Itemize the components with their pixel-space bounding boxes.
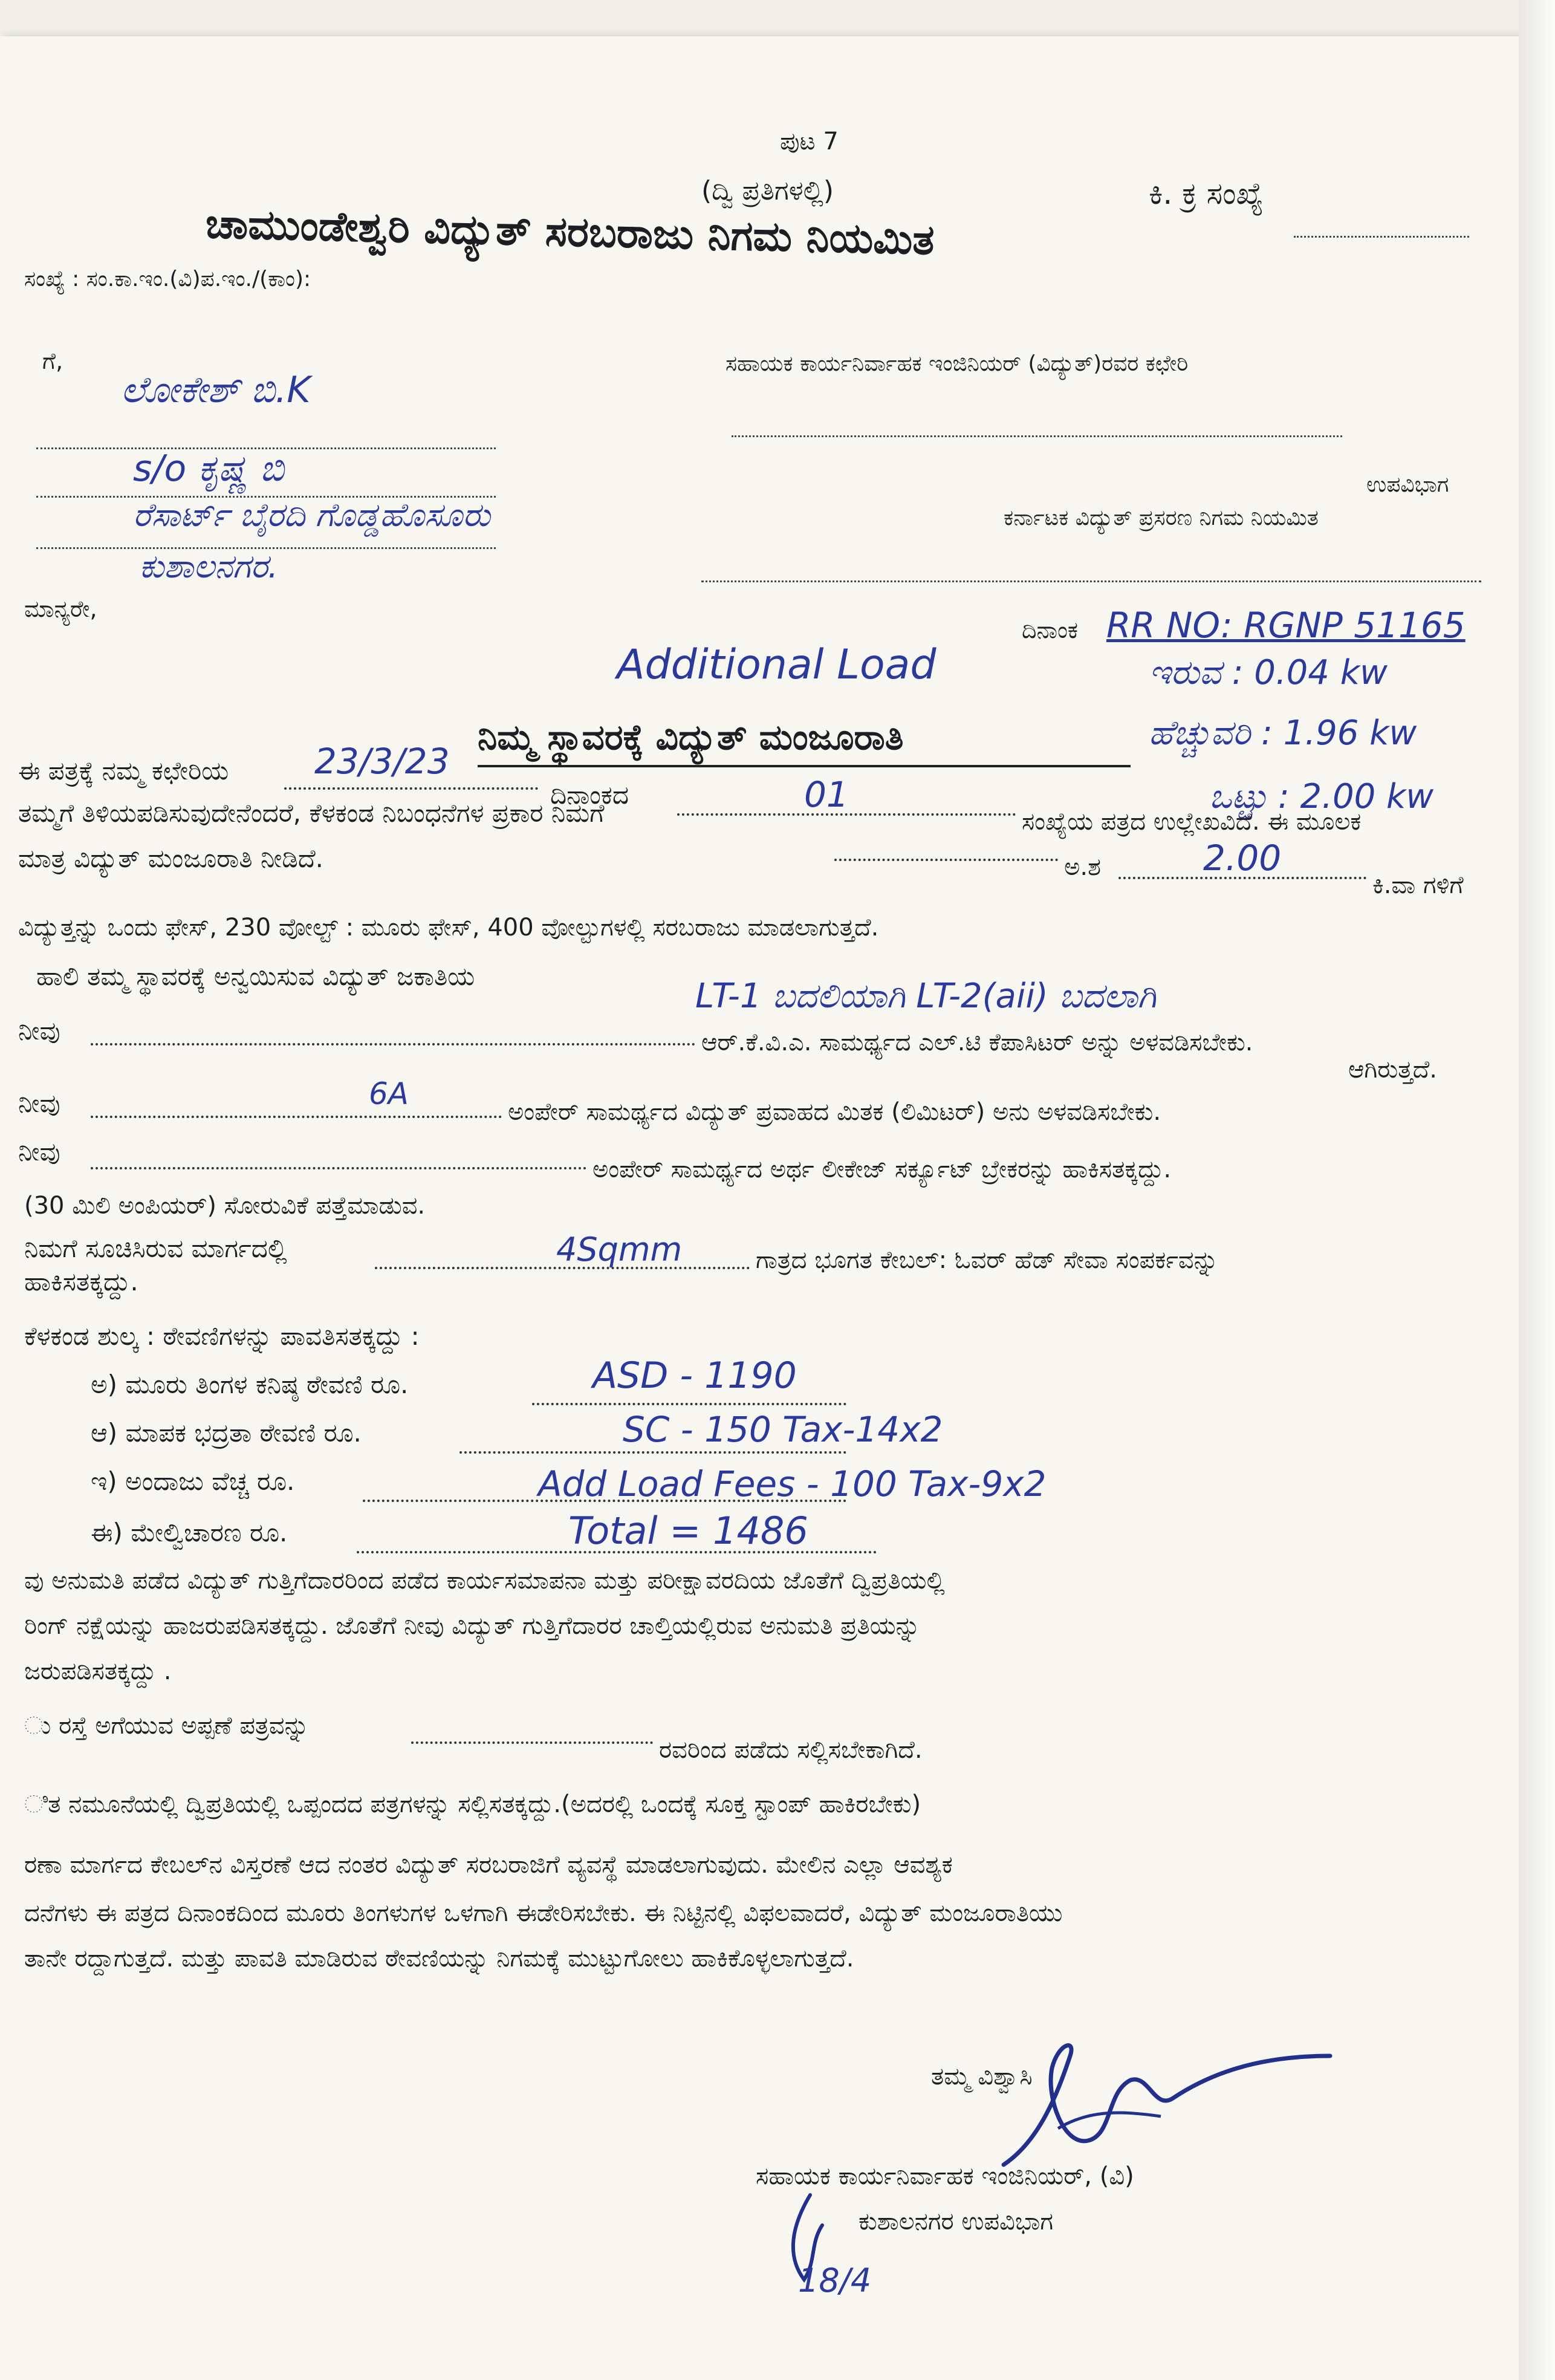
rr-number: RR NO: RGNP 51165 [1106,605,1466,646]
para15: ಜರುಪಡಿಸತಕ್ಕದ್ದು . [24,1657,172,1685]
para8-b: ಅಂಪೇರ್ ಸಾಮರ್ಥ್ಯದ ಅರ್ಥ ಲೀಕೇಜ್ ಸರ್ಕ್ಯೂಟ್ ಬ್ರೇಕರನ್ನು ಹಾಕಿಸತಕ್ಕದ್ದು. [592,1156,1172,1183]
para9: (30 ಮಿಲಿ ಅಂಪಿಯರ್) ಸೋರುವಿಕೆ ಪತ್ತೆಮಾಡುವ. [24,1192,426,1220]
para11: ಹಾಕಿಸತಕ್ಕದ್ದು. [24,1267,138,1296]
blank-fee-b [459,1451,846,1454]
page-label: ಪುಟ 7 [780,128,839,155]
subject-note: Additional Load [617,641,937,689]
para19: ದನೆಗಳು ಈ ಪತ್ರದ ದಿನಾಂಕದಿಂದ ಮೂರು ತಿಂಗಳುಗಳ ಒಳಗಾಗಿ ಈಡೇರಿಸಬೇಕು. ಈ ನಿಟ್ಟಿನಲ್ಲಿ ವಿಫಲವಾದರೆ, ವಿದ್ಯುತ್ ಮಂಜೂರಾತಿಯು [24,1899,1063,1927]
closing: ತಮ್ಮ ವಿಶ್ವಾಸಿ [931,2063,1033,2090]
para1-a: ಈ ಪತ್ರಕ್ಕೆ ನಮ್ಮ ಕಛೇರಿಯ [18,756,229,785]
para5: ಹಾಲಿ ತಮ್ಮ ಸ್ಥಾವರಕ್ಕೆ ಅನ್ವಯಿಸುವ ವಿದ್ಯುತ್ ಜಕಾತಿಯ [36,961,475,991]
fee-add-load: Add Load Fees - 100 Tax-9x2 [538,1463,1047,1504]
serial-label: ಕಿ. ಕ್ರ ಸಂಖ್ಯೆ [1149,176,1264,211]
para16-b: ರವರಿಂದ ಪಡೆದು ಸಲ್ಲಿಸಬೇಕಾಗಿದೆ. [659,1736,923,1764]
blank-capacitor [91,1043,695,1045]
fee-sc: SC - 150 Tax-14x2 [623,1409,943,1450]
company-title: ಚಾಮುಂಡೇಶ್ವರಿ ವಿದ್ಯುತ್ ಸರಬರಾಜು ನಿಗಮ ನಿಯಮಿತ [205,200,935,265]
addressee-name: ಲೋಕೇಶ್ ಬಿ.K [121,369,311,411]
copies-note: (ದ್ವಿ ಪ್ರತಿಗಳಲ್ಲಿ) [701,175,834,206]
total-load: ಒಟ್ಟು : 2.00 kw [1209,777,1434,816]
added-load: ಹೆಚ್ಚುವರಿ : 1.96 kw [1149,714,1417,753]
office-line-1: ಸಹಾಯಕ ಕಾರ್ಯನಿರ್ವಾಹಕ ಇಂಜಿನಿಯರ್ (ವಿದ್ಯುತ್)ರವರ ಕಛೇರಿ [726,351,1189,376]
cable-size: 4Sqmm [556,1231,683,1269]
designation: ಸಹಾಯಕ ಕಾರ್ಯನಿರ್ವಾಹಕ ಇಂಜಿನಿಯರ್, (ವಿ) [756,2162,1134,2190]
office-line-rule [732,435,1342,437]
para3: ಮಾತ್ರ ವಿದ್ಯುತ್ ಮಂಜೂರಾತಿ ನೀಡಿದೆ. [18,844,324,873]
addressee-town: ಕುಶಾಲನಗರ. [139,547,279,585]
blank-letter-date [284,787,538,790]
blank-cable [375,1267,750,1269]
page-edge [1519,0,1555,2380]
para17: ಿತ ನಮೂನೆಯಲ್ಲಿ ದ್ವಿಪ್ರತಿಯಲ್ಲಿ ಒಪ್ಪಂದದ ಪತ್ರಗಳನ್ನು ಸಲ್ಲಿಸತಕ್ಕದ್ದು.(ಅದರಲ್ಲಿ ಒಂದಕ್ಕೆ ಸೂಕ್ತ ಸ್ಟಾಂಪ್ ಹಾಕಿರಬೇಕು) [24,1790,921,1818]
to-label: ಗೆ, [42,348,63,374]
para14: ರಿಂಗ್ ನಕ್ಷೆಯನ್ನು ಹಾಜರುಪಡಿಸತಕ್ಕದ್ದು. ಜೊತೆಗೆ ನೀವು ವಿದ್ಯುತ್ ಗುತ್ತಿಗೆದಾರರ ಚಾಲ್ತಿಯಲ್ಲಿರುವ ಅನುಮತಿ ಪ್ರತಿಯನ್ನು [24,1612,920,1640]
blank-fee-a [532,1403,846,1405]
subdivision: ಕುಶಾಲನಗರ ಉಪವಿಭಾಗ [859,2208,1053,2235]
subject-title: ನಿಮ್ಮ ಸ್ಥಾವರಕ್ಕೆ ವಿದ್ಯುತ್ ಮಂಜೂರಾತಿ [478,717,904,758]
blank-permit [411,1741,653,1744]
para7-b: ಅಂಪೇರ್ ಸಾಮರ್ಥ್ಯದ ವಿದ್ಯುತ್ ಪ್ರವಾಹದ ಮಿತಕ (ಲಿಮಿಟರ್) ಅನು ಅಳವಡಿಸಬೇಕು. [508,1098,1161,1126]
blank-letter-number [677,813,1016,816]
blank-limiter [91,1116,502,1118]
office-line-3: ಕರ್ನಾಟಕ ವಿದ್ಯುತ್ ಪ್ರಸರಣ ನಿಗಮ ನಿಯಮಿತ [1004,506,1319,530]
para8-a: ನೀವು [18,1137,60,1166]
para6-end: ಆಗಿರುತ್ತದೆ. [1348,1056,1437,1084]
para13: ವು ಅನುಮತಿ ಪಡೆದ ವಿದ್ಯುತ್ ಗುತ್ತಿಗೆದಾರರಿಂದ ಪಡೆದ ಕಾರ್ಯಸಮಾಪನಾ ಮತ್ತು ಪರೀಕ್ಷಾವರದಿಯ ಜೊತೆಗೆ ದ್ವಿಪ್ರತಿಯಲ್ಲಿ [24,1567,945,1595]
serial-line [1294,236,1469,238]
para10-b: ಗಾತ್ರದ ಭೂಗತ ಕೇಬಲ್: ಓವರ್ ಹೆಡ್ ಸೇವಾ ಸಂಪರ್ಕವನ್ನು [756,1246,1218,1274]
fee-a-label: ಅ) ಮೂರು ತಿಂಗಳ ಕನಿಷ್ಠ ಠೇವಣಿ ರೂ. [91,1370,409,1399]
para2-a: ತಮ್ಮಗೆ ತಿಳಿಯಪಡಿಸುವುದೇನೆಂದರೆ, ಕೆಳಕಂಡ ನಿಬಂಧನೆಗಳ ಪ್ರಕಾರ ನಿಮಗೆ [18,798,605,828]
addressee-village: ರೆಸಾರ್ಟ್ ಬೈರದಿ ಗೊಡ್ಡಹೊಸೂರು [133,496,490,534]
office-line-rule-2 [701,580,1481,582]
para16-a: ು ರಸ್ತೆ ಅಗೆಯುವ ಅಪ್ಪಣೆ ಪತ್ರವನ್ನು [24,1712,309,1740]
addressee-father: s/o ಕೃಷ್ಣ ಬಿ [133,447,284,490]
existing-load: ಇರುವ : 0.04 kw [1149,653,1388,692]
fee-d-label: ಈ) ಮೇಲ್ವಿಚಾರಣ ರೂ. [91,1518,288,1547]
fee-c-label: ಇ) ಅಂದಾಜು ವೆಚ್ಚ ರೂ. [91,1466,295,1496]
para10-a: ನಿಮಗೆ ಸೂಚಿಸಿರುವ ಮಾರ್ಗದಲ್ಲಿ [24,1234,287,1263]
salutation: ಮಾನ್ಯರೇ, [24,596,97,622]
fee-total: Total = 1486 [568,1509,808,1553]
para1-c: ಸಂಖ್ಯೆಯ ಪತ್ರದ ಉಲ್ಲೇಖವಿದೆ. ಈ ಮೂಲಕ [1022,808,1362,836]
blank-elcb [91,1167,586,1169]
blank-kw-1 [834,859,1058,861]
letter-date: 23/3/23 [314,741,450,782]
signature [967,2020,1342,2183]
subject-underline [478,765,1131,767]
tariff-value: LT-1 ಬದಲಿಯಾಗಿ LT-2(aii) ಬದಲಾಗಿ [695,977,1157,1016]
sign-date: 18/4 [798,2261,872,2300]
para12: ಕೆಳಕಂಡ ಶುಲ್ಕ : ಠೇವಣಿಗಳನ್ನು ಪಾವತಿಸತಕ್ಕದ್ದು : [24,1321,420,1351]
para2-c: ಕಿ.ವಾ ಗಳಿಗೆ [1372,871,1464,899]
para6-b: ಆರ್.ಕೆ.ವಿ.ಎ. ಸಾಮರ್ಥ್ಯದ ಎಲ್.ಟಿ ಕೆಪಾಸಿಟರ್ ಅನ್ನು ಅಳವಡಿಸಬೇಕು. [701,1029,1253,1056]
para4: ವಿದ್ಯುತ್ತನ್ನು ಒಂದು ಫೇಸ್, 230 ವೋಲ್ಟ್ : ಮೂರು ಫೇಸ್, 400 ವೋಲ್ಟುಗಳಲ್ಲಿ ಸರಬರಾಜು ಮಾಡಲಾಗುತ್ತದೆ. [18,914,879,941]
sanctioned-kw: 2.00 [1203,837,1282,879]
blank-kw-2 [1118,877,1366,879]
blank-fee-d [357,1551,877,1553]
para6-a: ನೀವು [18,1016,60,1045]
fee-asd: ASD - 1190 [592,1354,797,1397]
limiter-ampere: 6A [369,1076,409,1111]
para7-a: ನೀವು [18,1088,60,1118]
para20: ತಾನೇ ರದ್ದಾಗುತ್ತದೆ. ಮತ್ತು ಪಾವತಿ ಮಾಡಿರುವ ಠೇವಣಿಯನ್ನು ನಿಗಮಕ್ಕೆ ಮುಟ್ಟುಗೋಲು ಹಾಕಿಕೊಳ್ಳಲಾಗುತ್ತದೆ. [24,1945,854,1972]
date-label: ದಿನಾಂಕ [1022,617,1079,643]
blank-fee-c [363,1500,846,1502]
para1-b: ದಿನಾಂಕದ [550,780,629,810]
fee-b-label: ಆ) ಮಾಪಕ ಭದ್ರತಾ ಠೇವಣಿ ರೂ. [91,1418,362,1448]
para2-b: ಅ.ಶ [1064,853,1101,881]
reference-label: ಸಂಖ್ಯೆ : ಸಂ.ಕಾ.ಇಂ.(ವಿ)ಪ.ಇಂ./(ಕಾಂ): [24,267,311,291]
para18: ರಣಾ ಮಾರ್ಗದ ಕೇಬಲ್‌ನ ವಿಸ್ತರಣೆ ಆದ ನಂತರ ವಿದ್ಯುತ್ ಸರಬರಾಜಿಗೆ ವ್ಯವಸ್ಥೆ ಮಾಡಲಾಗುವುದು. ಮೇಲಿನ ಎಲ್ಲಾ ಆವಶ್ಯಕ [24,1851,953,1879]
letter-number: 01 [804,774,849,815]
office-line-2: ಉಪವಿಭಾಗ [1366,472,1449,497]
